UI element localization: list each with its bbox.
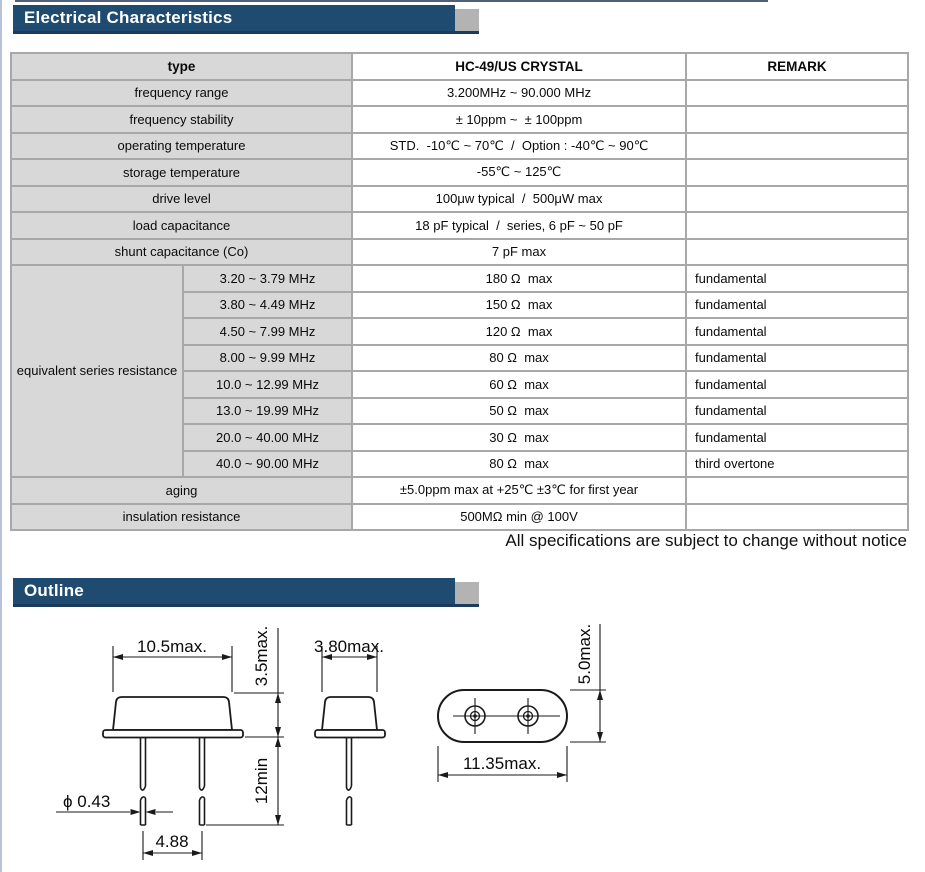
row-value-cell: 7 pF max — [352, 239, 686, 266]
esr-range-cell: 3.20 ~ 3.79 MHz — [183, 265, 352, 292]
row-remark-cell: fundamental — [686, 345, 908, 372]
row-value-cell: ± 10ppm ~ ± 100ppm — [352, 106, 686, 133]
front-lead-right — [200, 738, 205, 826]
row-remark-cell: fundamental — [686, 424, 908, 451]
table-row — [11, 504, 908, 531]
side-body — [322, 697, 377, 730]
row-value-cell: 30 Ω max — [352, 424, 686, 451]
dim-lead-length — [206, 737, 284, 825]
row-remark-cell — [686, 239, 908, 266]
row-value-cell: 80 Ω max — [352, 451, 686, 478]
row-remark-cell — [686, 80, 908, 107]
esr-group-label-cell: equivalent series resistance — [11, 265, 183, 477]
table-row — [11, 133, 908, 160]
front-body — [113, 697, 232, 730]
table-row — [11, 265, 908, 292]
front-base — [103, 730, 243, 738]
esr-range-cell: 4.50 ~ 7.99 MHz — [183, 318, 352, 345]
section-header-outline — [13, 578, 455, 604]
table-row — [11, 477, 908, 504]
lead-diameter-label: ϕ 0.43 — [63, 792, 111, 811]
row-label-cell: drive level — [11, 186, 352, 213]
front-view — [56, 626, 284, 860]
outline-drawing — [30, 610, 650, 872]
row-remark-cell: fundamental — [686, 318, 908, 345]
side-width-label: 3.80max. — [314, 637, 384, 656]
table-row — [11, 159, 908, 186]
dim-top-length — [438, 746, 567, 782]
row-remark-cell — [686, 504, 908, 531]
column-header-type: type — [11, 53, 352, 80]
dim-front-height — [234, 626, 284, 737]
row-value-cell: 60 Ω max — [352, 371, 686, 398]
column-header-remark: REMARK — [686, 53, 908, 80]
top-height-label: 5.0max. — [575, 623, 594, 685]
row-remark-cell: fundamental — [686, 398, 908, 425]
row-remark-cell — [686, 477, 908, 504]
row-remark-cell — [686, 133, 908, 160]
side-lead — [347, 738, 352, 826]
section-title-electrical: Electrical Characteristics — [24, 8, 233, 27]
row-remark-cell: fundamental — [686, 265, 908, 292]
row-remark-cell — [686, 186, 908, 213]
column-header-crystal: HC-49/US CRYSTAL — [352, 53, 686, 80]
banner-underline-electrical — [13, 31, 479, 34]
row-remark-cell — [686, 106, 908, 133]
front-lead-left — [141, 738, 146, 826]
row-value-cell: ±5.0ppm max at +25℃ ±3℃ for first year — [352, 477, 686, 504]
top-view — [438, 624, 606, 782]
row-value-cell: 50 Ω max — [352, 398, 686, 425]
row-value-cell: 3.200MHz ~ 90.000 MHz — [352, 80, 686, 107]
esr-range-cell: 40.0 ~ 90.00 MHz — [183, 451, 352, 478]
top-length-label: 11.35max. — [462, 754, 542, 773]
table-row — [11, 239, 908, 266]
spec-table-body — [11, 80, 908, 531]
row-value-cell: 180 Ω max — [352, 265, 686, 292]
spec-change-note: All specifications are subject to change without notice — [505, 531, 907, 550]
row-label-cell: frequency stability — [11, 106, 352, 133]
row-value-cell: 150 Ω max — [352, 292, 686, 319]
esr-range-cell: 13.0 ~ 19.99 MHz — [183, 398, 352, 425]
table-row — [11, 212, 908, 239]
dim-front-width — [113, 637, 232, 692]
table-row — [11, 186, 908, 213]
dim-side-width — [314, 637, 384, 692]
electrical-characteristics-table — [10, 52, 909, 531]
row-label-cell: insulation resistance — [11, 504, 352, 531]
table-row — [11, 80, 908, 107]
row-label-cell: operating temperature — [11, 133, 352, 160]
banner-underline-outline — [13, 604, 479, 607]
row-remark-cell: fundamental — [686, 371, 908, 398]
row-label-cell: storage temperature — [11, 159, 352, 186]
row-remark-cell: third overtone — [686, 451, 908, 478]
row-label-cell: frequency range — [11, 80, 352, 107]
front-width-label: 10.5max. — [137, 637, 207, 656]
lead-length-label: 12min — [252, 757, 271, 805]
top-edge-line — [15, 0, 768, 2]
esr-range-cell: 20.0 ~ 40.00 MHz — [183, 424, 352, 451]
row-value-cell: -55℃ ~ 125℃ — [352, 159, 686, 186]
dim-lead-diameter — [56, 792, 173, 815]
front-height-label: 3.5max. — [252, 625, 271, 687]
row-label-cell: shunt capacitance (Co) — [11, 239, 352, 266]
row-value-cell: 120 Ω max — [352, 318, 686, 345]
dim-lead-pitch — [143, 831, 202, 860]
row-value-cell: 80 Ω max — [352, 345, 686, 372]
row-remark-cell: fundamental — [686, 292, 908, 319]
row-label-cell: load capacitance — [11, 212, 352, 239]
row-value-cell: 18 pF typical / series, 6 pF ~ 50 pF — [352, 212, 686, 239]
esr-range-cell: 3.80 ~ 4.49 MHz — [183, 292, 352, 319]
row-value-cell: 500MΩ min @ 100V — [352, 504, 686, 531]
dim-top-height — [570, 624, 606, 742]
row-value-cell: STD. -10℃ ~ 70℃ / Option : -40℃ ~ 90℃ — [352, 133, 686, 160]
esr-range-cell: 10.0 ~ 12.99 MHz — [183, 371, 352, 398]
lead-pitch-label: 4.88 — [155, 832, 189, 851]
row-label-cell: aging — [11, 477, 352, 504]
table-header-row — [11, 53, 908, 80]
section-header-electrical-characteristics — [13, 5, 455, 31]
left-edge-line — [0, 0, 2, 872]
row-remark-cell — [686, 212, 908, 239]
esr-range-cell: 8.00 ~ 9.99 MHz — [183, 345, 352, 372]
side-base — [315, 730, 385, 738]
table-row — [11, 106, 908, 133]
section-title-outline: Outline — [24, 581, 84, 600]
row-value-cell: 100μw typical / 500μW max — [352, 186, 686, 213]
row-remark-cell — [686, 159, 908, 186]
side-view — [314, 637, 385, 825]
